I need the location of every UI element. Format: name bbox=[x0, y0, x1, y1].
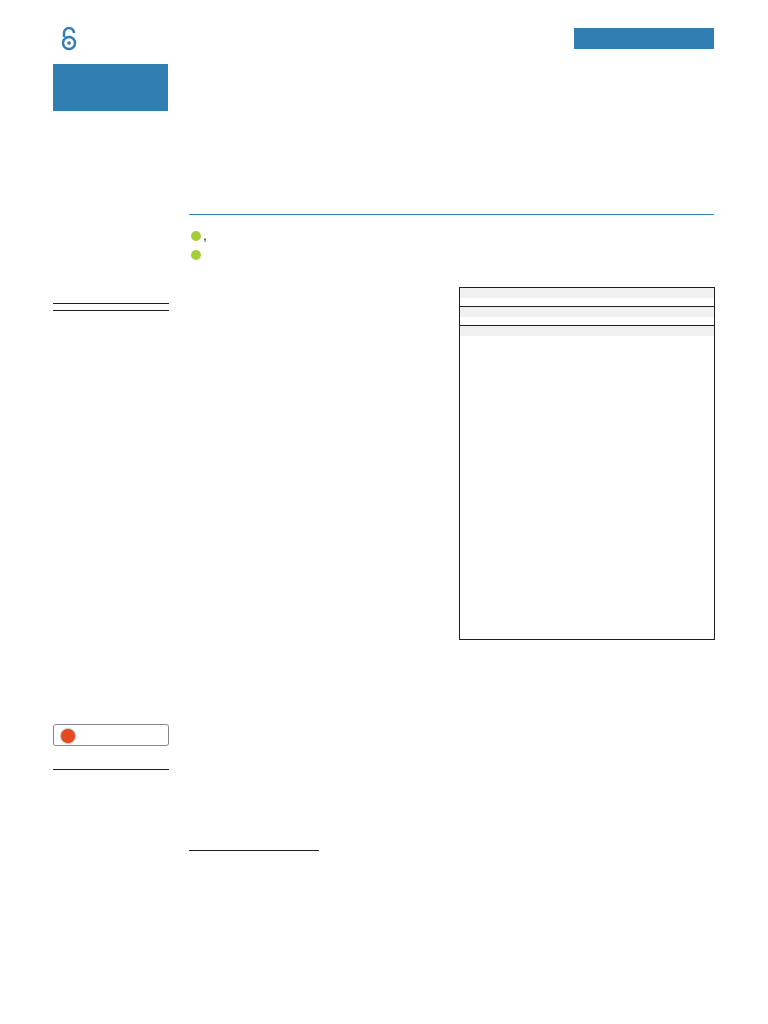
box-item-adds bbox=[460, 317, 714, 323]
left-sidebar-lower bbox=[53, 755, 169, 778]
divider bbox=[53, 310, 169, 311]
orcid-icon[interactable] bbox=[191, 231, 201, 241]
open-access-icon bbox=[58, 27, 80, 51]
check-for-updates-button[interactable] bbox=[53, 724, 169, 746]
key-messages-box bbox=[459, 287, 715, 640]
divider bbox=[53, 769, 169, 770]
article-type-badge bbox=[574, 28, 714, 49]
title-divider bbox=[189, 214, 714, 215]
box-heading-affect bbox=[460, 326, 714, 336]
journal-badge bbox=[53, 64, 168, 111]
box-heading-known bbox=[460, 288, 714, 298]
box-item-known bbox=[460, 298, 714, 304]
check-updates-icon bbox=[60, 728, 76, 744]
author-list: , bbox=[189, 226, 719, 264]
abstract-divider bbox=[189, 850, 319, 851]
orcid-icon[interactable] bbox=[191, 250, 201, 260]
box-item-affect bbox=[460, 336, 714, 342]
box-heading-adds bbox=[460, 307, 714, 317]
left-sidebar bbox=[53, 286, 169, 317]
divider bbox=[53, 303, 169, 304]
